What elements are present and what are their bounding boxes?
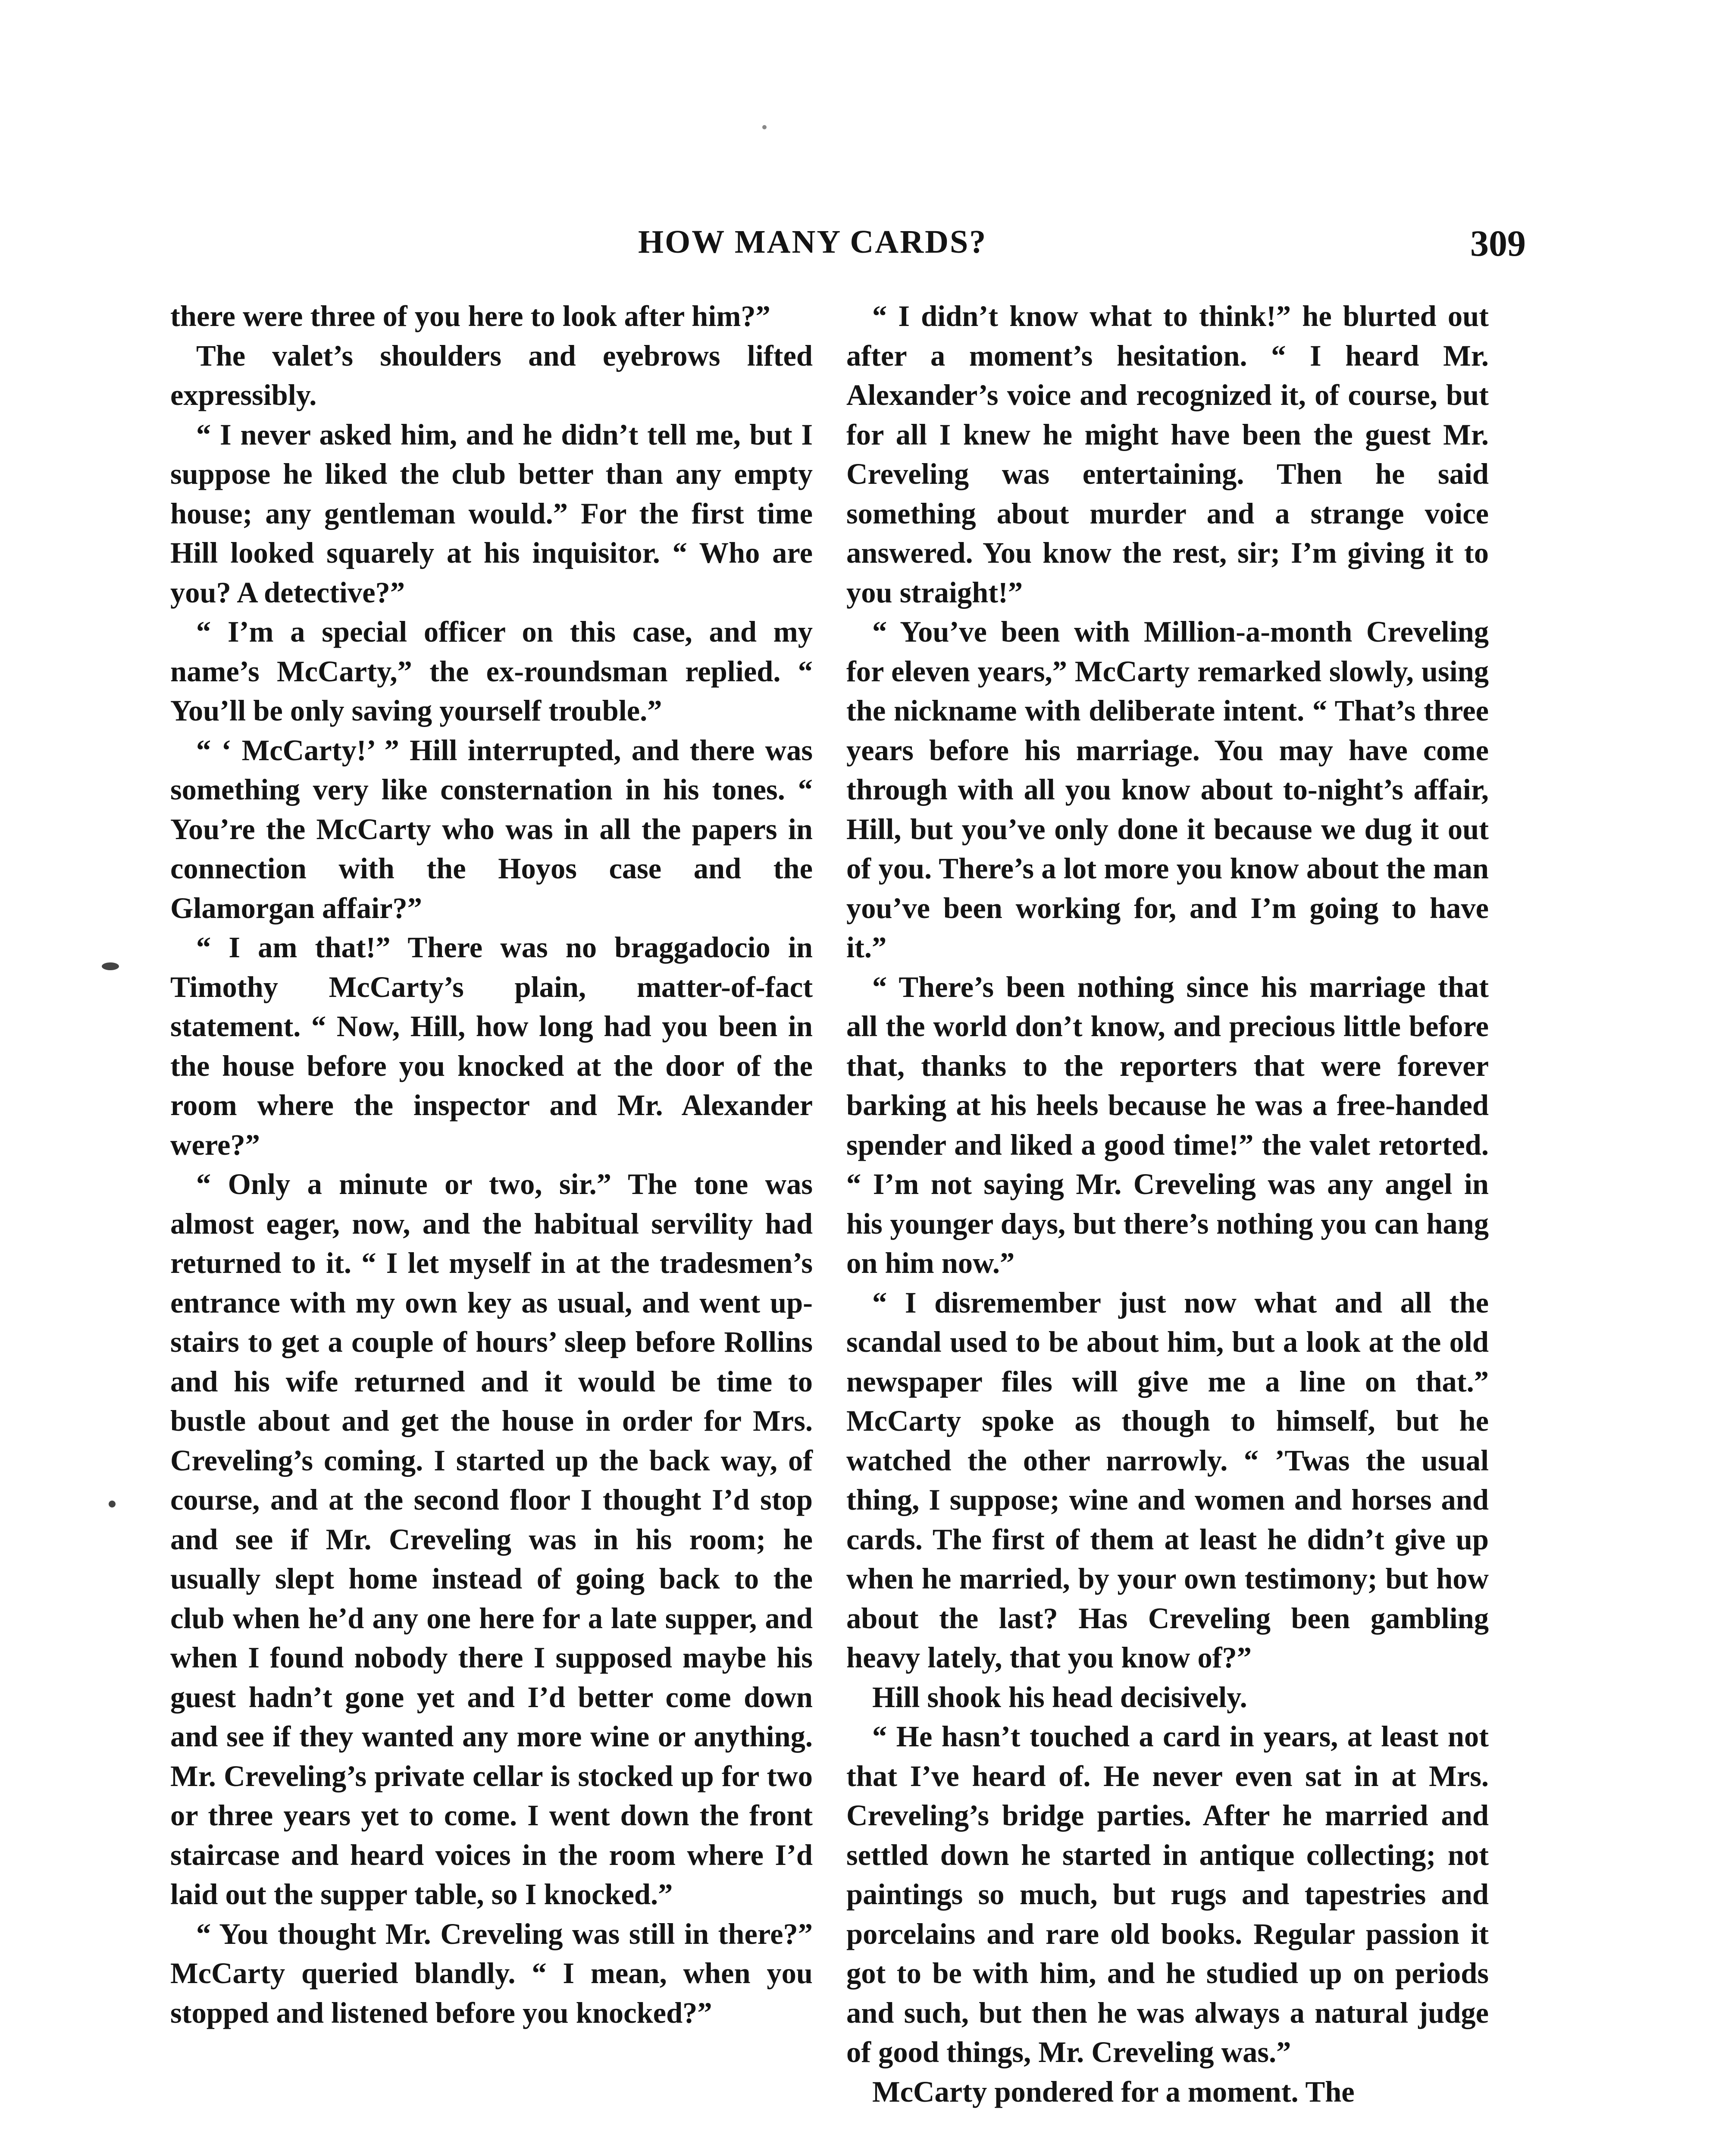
paragraph: “ I never asked him, and he didn’t tell me, but I suppose he liked the club better than any empty house; any gentleman would.” For the first time Hill looked squarely at his inquisitor. “ Who are you? A detective?” (170, 418, 813, 609)
ink-speck (762, 125, 767, 129)
right-text-column (846, 297, 1489, 2112)
paragraph: “ I’m a special officer on this case, and my name’s McCarty,” the ex-roundsman replied. “ You’ll be only saving yourself trouble.” (170, 615, 813, 727)
paragraph: Hill shook his head decisively. (872, 1680, 1247, 1714)
paragraph: “ I disremember just now what and all the scandal used to be about him, but a look at the old newspaper files will give me a line on that.” McCarty spoke as though to himself, but he watched the other narrowly. “ ’Twas the usual thing, I suppose; wine and women and horses and cards. The first of them at least he didn’t give up when he married, by your own testimony; but how about the last? Has Creveling been gambling heavy lately, that you know of?” (846, 1286, 1489, 1674)
ink-speck (102, 962, 119, 970)
ink-speck (109, 1501, 116, 1507)
paragraph: there were three of you here to look after him?” (170, 300, 770, 332)
page-header (0, 216, 1722, 285)
paragraph: “ I am that!” There was no braggadocio in Timothy McCarty’s plain, matter-of-fact statement. “ Now, Hill, how long had you been in the house before you knocked at the door of the room where the inspector and Mr. Alexander were?” (170, 931, 813, 1161)
paragraph: “ You thought Mr. Creveling was still in there?” McCarty queried blandly. “ I mean, when you stopped and listened before you knocked?” (170, 1917, 813, 2029)
paragraph: “ He hasn’t touched a card in years, at least not that I’ve heard of. He never even sat in at Mrs. Creveling’s bridge parties. After he married and settled down he started in antique collecting; not paintings so much, but rugs and tapestries and porcelains and rare old books. Regular passion it got to be with him, and he studied up on periods and such, but then he was always a natural judge of good things, Mr. Creveling was.” (846, 1720, 1489, 2068)
paragraph: “ There’s been nothing since his marriage that all the world don’t know, and precious little before that, thanks to the reporters that were forever barking at his heels because he was a free-handed spender and liked a good time!” the valet retorted. “ I’m not saying Mr. Creveling was any angel in his younger days, but there’s nothing you can hang on him now.” (846, 970, 1489, 1279)
running-head: HOW MANY CARDS? (638, 224, 987, 260)
paragraph: The valet’s shoulders and eyebrows lifted expressibly. (170, 339, 813, 411)
paragraph: “ Only a minute or two, sir.” The tone was almost eager, now, and the habitual servility had returned to it. “ I let myself in at the tradesmen’s entrance with my own key as usual, and went up-stairs to get a couple of hours’ sleep before Rollins and his wife returned and it would be time to bustle about and get the house in order for Mrs. Creveling’s coming. I started up the back way, of course, and at the second floor I thought I’d stop and see if Mr. Creveling was in his room; he usually slept home instead of going back to the club when he’d any one here for a late supper, and when I found nobody there I supposed maybe his guest hadn’t gone yet and I’d better come down and see if they wanted any more wine or anything. Mr. Creveling’s private cellar is stocked up for two or three years yet to come. I went down the front staircase and heard voices in the room where I’d laid out the supper table, so I knocked.” (170, 1168, 813, 1911)
paragraph: McCarty pondered for a moment. The (872, 2075, 1355, 2108)
paragraph: “ You’ve been with Million-a-month Creveling for eleven years,” McCarty remarked slowly, using the nickname with deliberate intent. “ That’s three years before his marriage. You may have come through with all you know about to-night’s affair, Hill, but you’ve only done it because we dug it out of you. There’s a lot more you know about the man you’ve been working for, and I’m going to have it.” (846, 615, 1489, 964)
left-text-column (170, 297, 813, 2033)
paragraph: “ ‘ McCarty!’ ” Hill interrupted, and there was something very like consternation in his tones. “ You’re the McCarty who was in all the papers in connection with the Hoyos case and the Glamorgan affair?” (170, 733, 813, 924)
paragraph: “ I didn’t know what to think!” he blurted out after a moment’s hesitation. “ I heard Mr. Alexander’s voice and recognized it, of course, but for all I knew he might have been the guest Mr. Creveling was entertaining. Then he said something about murder and a strange voice answered. You know the rest, sir; I’m giving it to you straight!” (846, 300, 1489, 609)
page-number: 309 (1470, 222, 1526, 264)
